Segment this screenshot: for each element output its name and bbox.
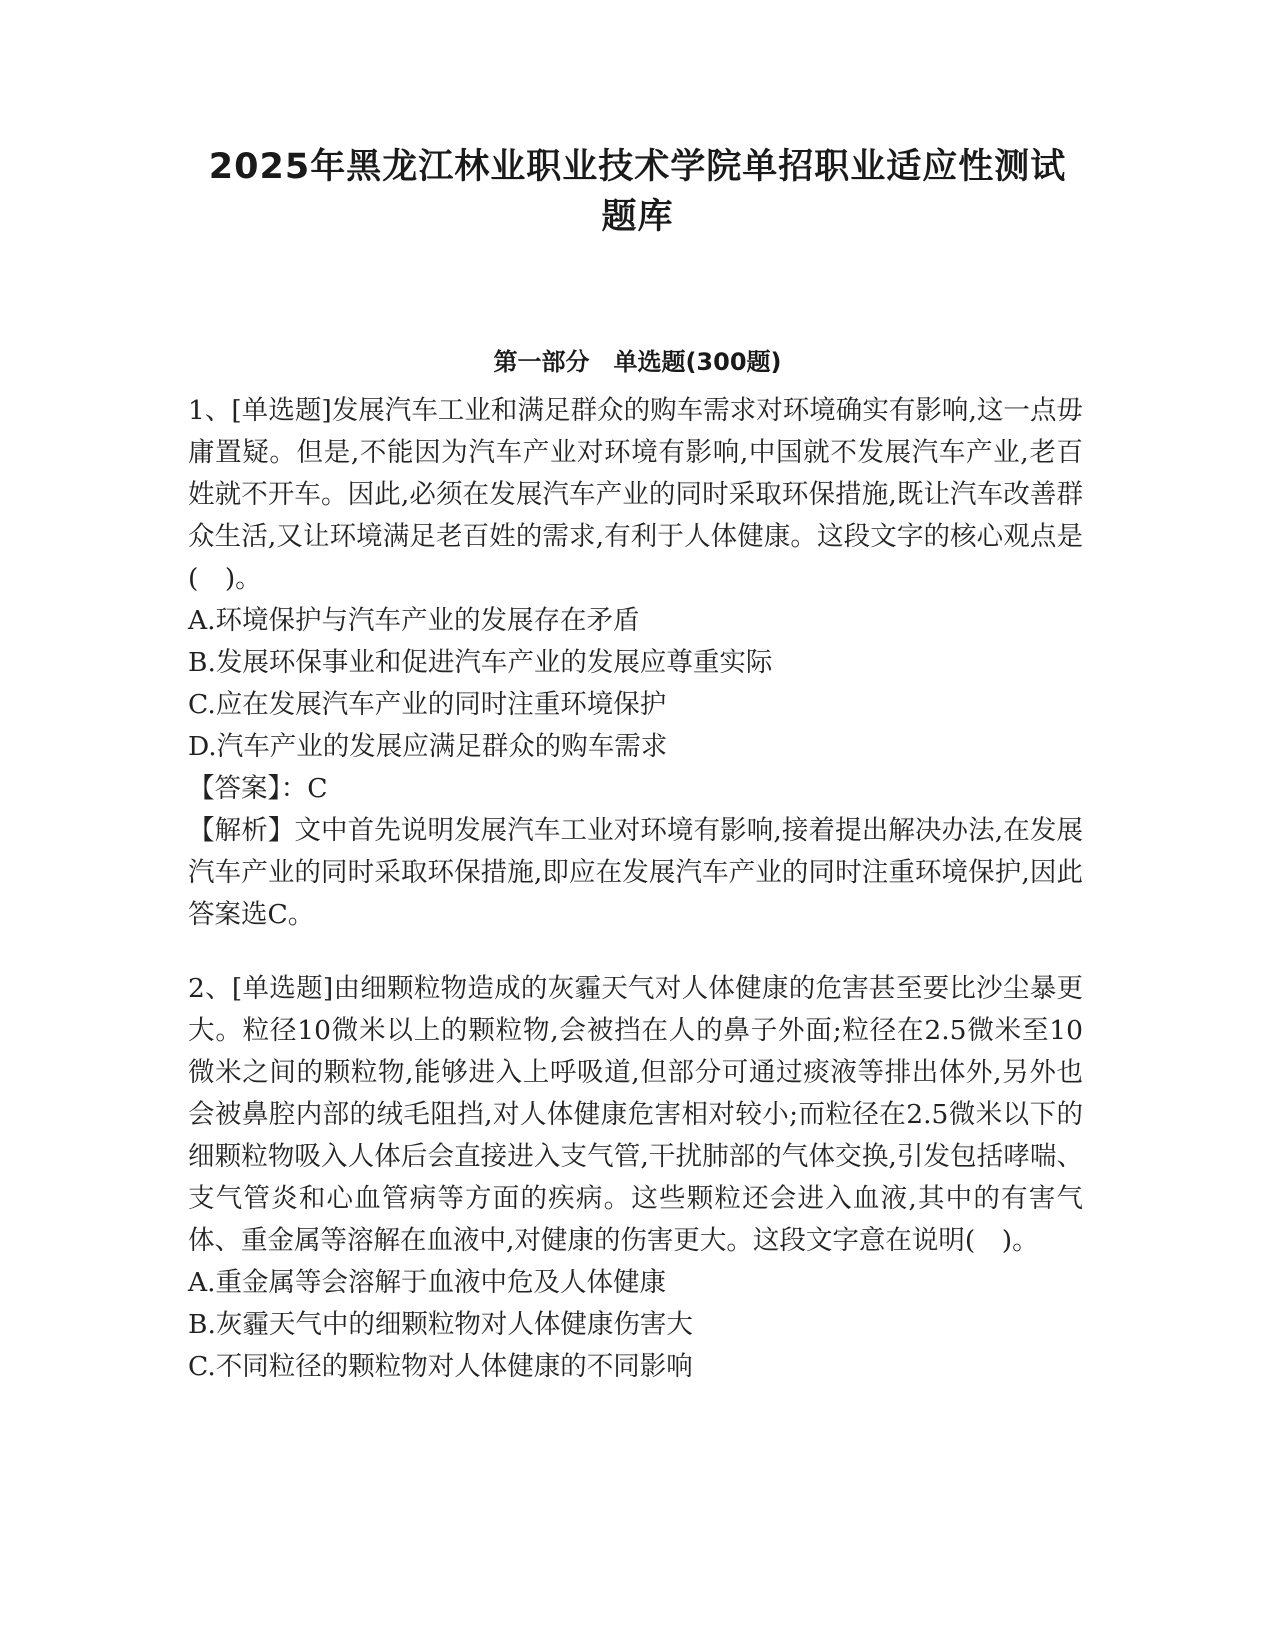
document-title: [150, 142, 1125, 242]
option-a: A.环境保护与汽车产业的发展存在矛盾: [188, 605, 640, 636]
option-c: C.应在发展汽车产业的同时注重环境保护: [188, 689, 667, 720]
question-2: [188, 968, 1083, 1388]
analysis-text: 【解析】文中首先说明发展汽车工业对环境有影响,接着提出解决办法,在发展汽车产业的同时采取环保措施,即应在发展汽车产业的同时注重环境保护,因此答案选C。: [188, 815, 1083, 930]
section-heading: 第一部分 单选题(300题): [493, 348, 782, 376]
option-d: D.汽车产业的发展应满足群众的购车需求: [188, 731, 668, 762]
option-c: C.不同粒径的颗粒物对人体健康的不同影响: [188, 1351, 693, 1382]
option-a: A.重金属等会溶解于血液中危及人体健康: [188, 1267, 667, 1298]
question-stem: 2、[单选题]由细颗粒物造成的灰霾天气对人体健康的危害甚至要比沙尘暴更大。粒径10微米以上的颗粒物,会被挡在人的鼻子外面;粒径在2.5微米至10微米之间的颗粒物,能够进入上呼吸道,但部分可通过痰液等排出体外,另外也会被鼻腔内部的绒毛阻挡,对人体健康危害相对较小;而粒径在2.5微米以下的细颗粒物吸入人体后会直接进入支气管,干扰肺部的气体交换,引发包括哮喘、支气管炎和心血管病等方面的疾病。这些颗粒还会进入血液,其中的有害气体、重金属等溶解在血液中,对健康的伤害更大。这段文字意在说明( )。: [188, 973, 1083, 1256]
option-b: B.灰霾天气中的细颗粒物对人体健康伤害大: [188, 1309, 693, 1340]
title-line-2: 题库: [601, 197, 674, 237]
question-1: [188, 390, 1083, 936]
title-line-1: 2025年黑龙江林业职业技术学院单招职业适应性测试: [208, 147, 1067, 187]
answer-line: 【答案】：C: [188, 773, 328, 804]
question-stem: 1、[单选题]发展汽车工业和满足群众的购车需求对环境确实有影响,这一点毋庸置疑。但是,不能因为汽车产业对环境有影响,中国就不发展汽车产业,老百姓就不开车。因此,必须在发展汽车产业的同时采取环保措施,既让汽车改善群众生活,又让环境满足老百姓的需求,有利于人体健康。这段文字的核心观点是( )。: [188, 395, 1083, 594]
option-b: B.发展环保事业和促进汽车产业的发展应尊重实际: [188, 647, 773, 678]
